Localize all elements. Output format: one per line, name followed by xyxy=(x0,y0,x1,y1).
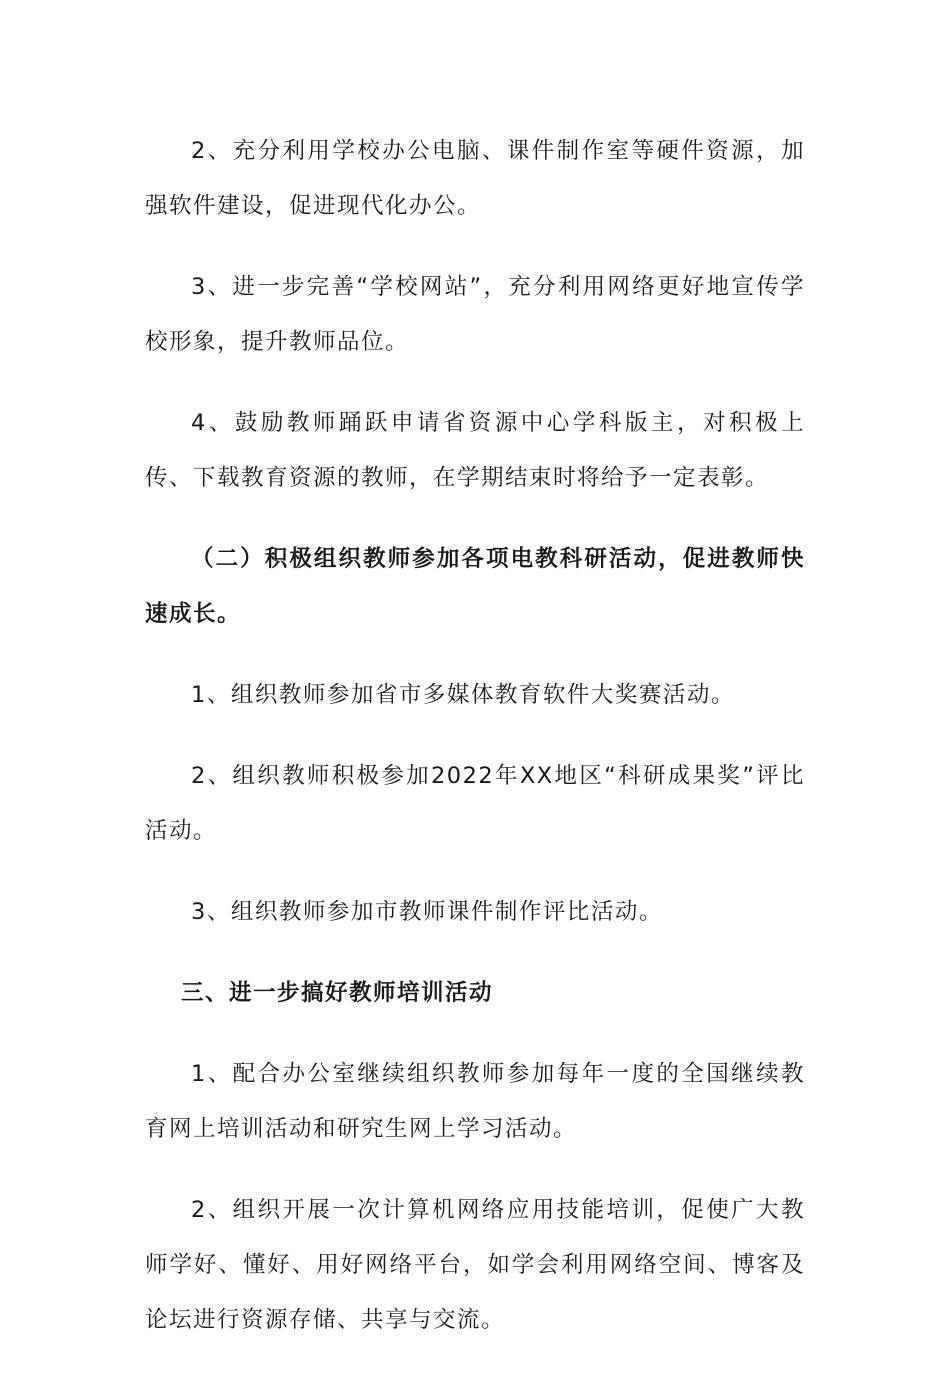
paragraph-item-2-hardware: 2、充分利用学校办公电脑、课件制作室等硬件资源，加强软件建设，促进现代化办公。 xyxy=(145,138,805,219)
paragraph-item-3-courseware: 3、组织教师参加市教师课件制作评比活动。 xyxy=(191,899,663,925)
paragraph-item-2-award: 2、组织教师积极参加2022年XX地区“科研成果奖”评比活动。 xyxy=(145,763,805,844)
document-body xyxy=(145,124,805,1374)
paragraph-item-1-contest: 1、组织教师参加省市多媒体教育软件大奖赛活动。 xyxy=(191,682,735,708)
paragraph-item-4-resources: 4、鼓励教师踊跃申请省资源中心学科版主，对积极上传、下载教育资源的教师，在学期结束时将给予一定表彰。 xyxy=(145,410,805,491)
paragraph-item-1-online-training: 1、配合办公室继续组织教师参加每年一度的全国继续教育网上培训活动和研究生网上学习活动。 xyxy=(145,1061,805,1142)
section-heading-research: （二）积极组织教师参加各项电教科研活动，促进教师快速成长。 xyxy=(145,546,805,627)
paragraph-item-3-website: 3、进一步完善“学校网站”，充分利用网络更好地宣传学校形象，提升教师品位。 xyxy=(145,274,805,355)
section-heading-training: 三、进一步搞好教师培训活动 xyxy=(181,980,494,1006)
paragraph-item-2-network-skills: 2、组织开展一次计算机网络应用技能培训，促使广大教师学好、懂好、用好网络平台，如学会利用网络空间、博客及论坛进行资源存储、共享与交流。 xyxy=(145,1197,805,1333)
